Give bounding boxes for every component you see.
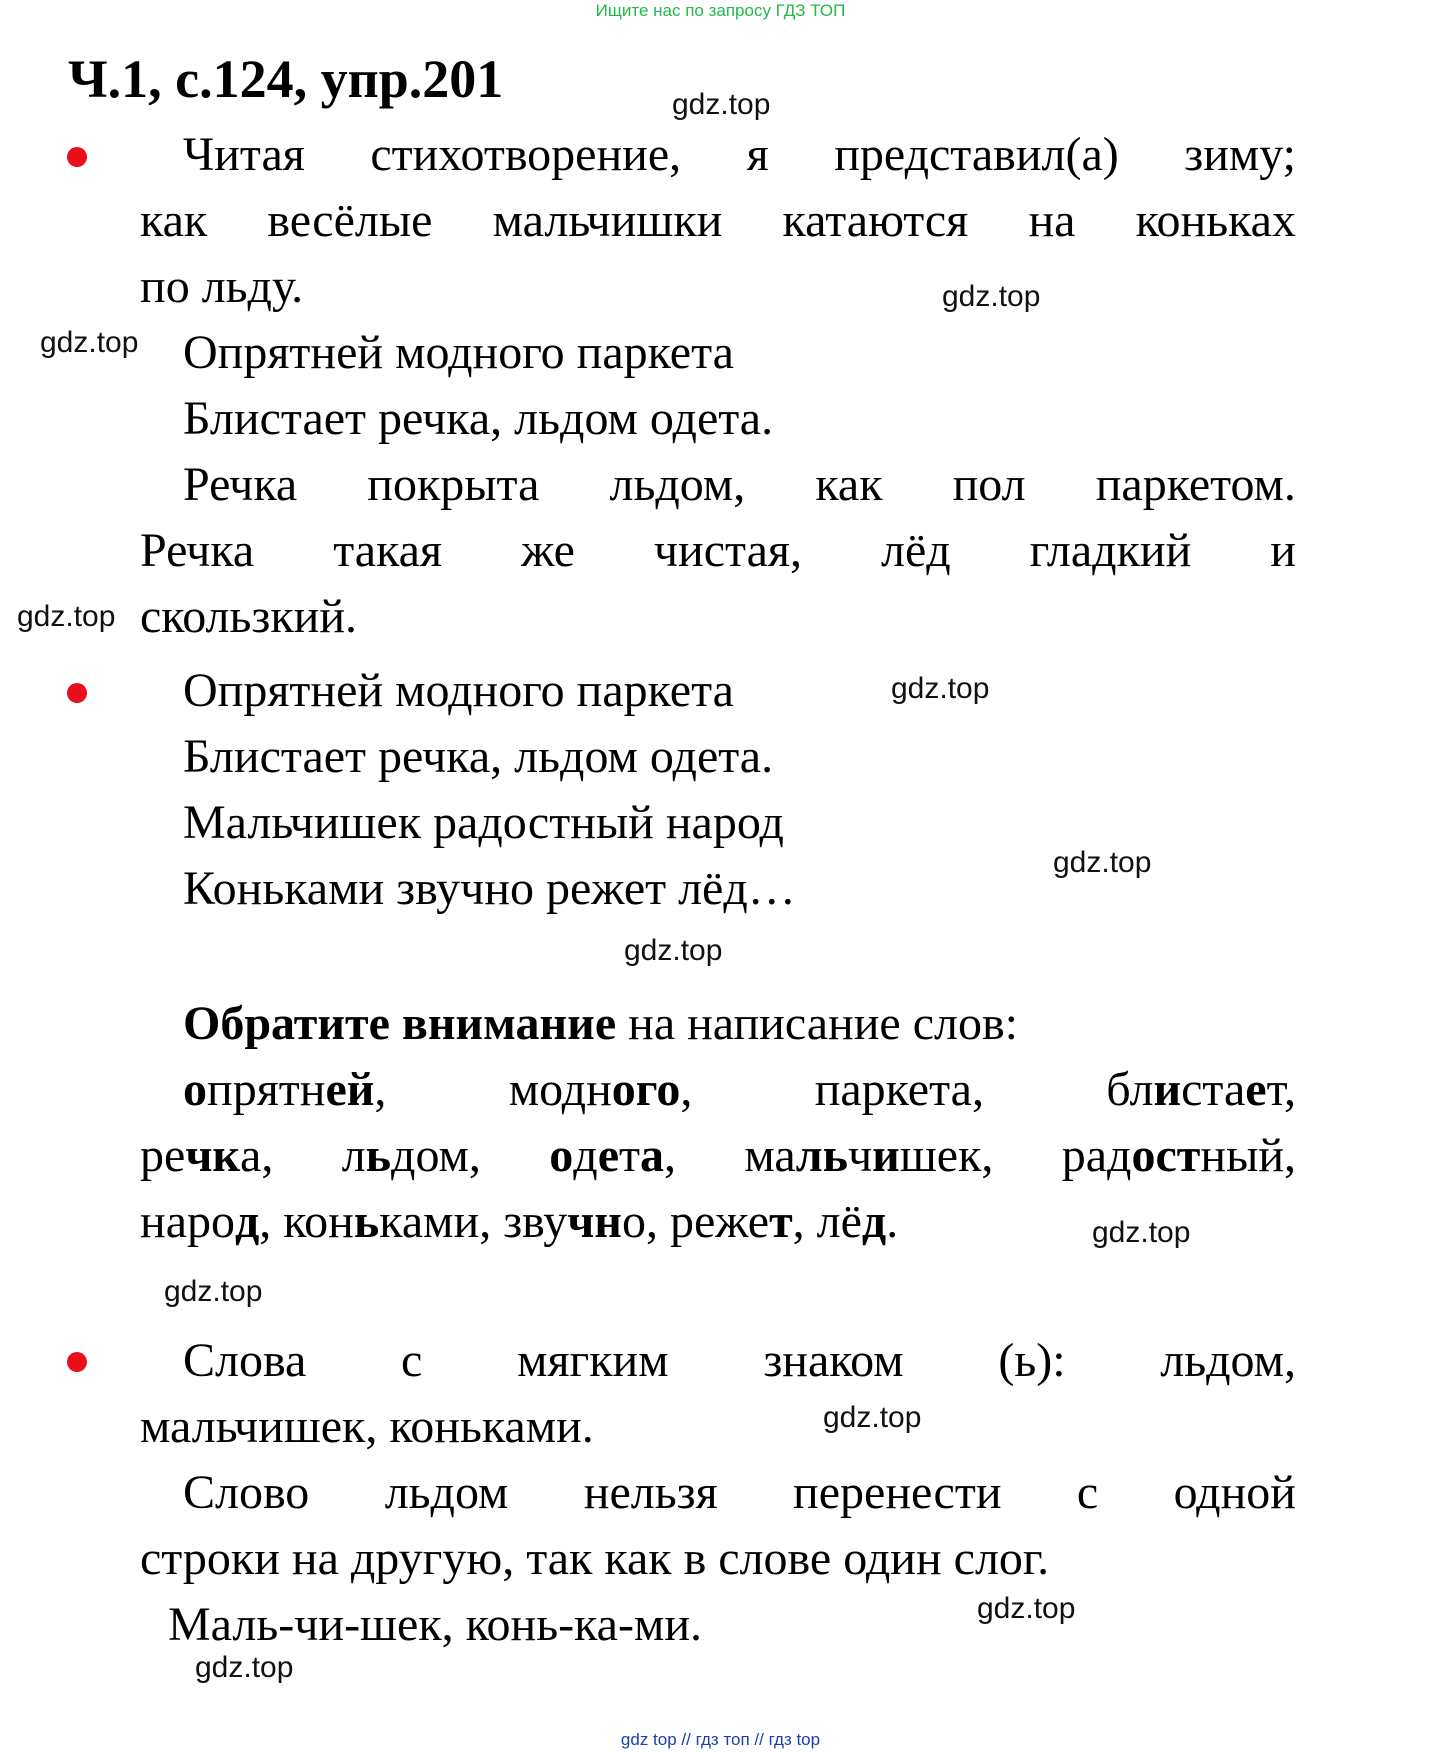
word: нельзя xyxy=(583,1466,718,1519)
text-fragment: а, xyxy=(240,1129,274,1182)
word xyxy=(183,1057,386,1123)
word: мягким xyxy=(517,1334,669,1387)
s1-expl-line3: скользкий. xyxy=(140,590,358,643)
highlighted-letters: ей xyxy=(325,1063,375,1116)
text-fragment: , xyxy=(680,1063,693,1116)
s3-line2: мальчишек, коньками. xyxy=(140,1400,594,1453)
word: чистая, xyxy=(653,524,802,577)
text-fragment: д xyxy=(573,1129,598,1182)
word: стихотворение, xyxy=(370,128,682,181)
attention-bold: Обратите внимание xyxy=(183,997,617,1050)
s3-line3 xyxy=(183,1460,1296,1526)
highlighted-letters: т xyxy=(769,1195,793,1248)
highlighted-letters: ого xyxy=(611,1063,681,1116)
top-banner[interactable]: Ищите нас по запросу ГДЗ ТОП xyxy=(595,1,846,20)
text-fragment: о, реже xyxy=(621,1195,770,1248)
word: льдом, xyxy=(609,458,746,511)
text-fragment: ма xyxy=(744,1129,796,1182)
s1-expl-line2 xyxy=(140,518,1296,584)
word: знаком xyxy=(763,1334,904,1387)
word: с xyxy=(401,1334,423,1387)
s1-expl-line1 xyxy=(183,452,1296,518)
s3-line1 xyxy=(183,1328,1296,1394)
watermark: gdz.top xyxy=(977,1592,1076,1625)
text-fragment: ный, xyxy=(1200,1129,1296,1182)
word: пол xyxy=(952,458,1026,511)
word xyxy=(815,1057,984,1123)
word xyxy=(549,1123,676,1189)
attention-line3 xyxy=(140,1189,898,1255)
attention-heading xyxy=(183,991,1018,1057)
s3-line4: строки на другую, так как в слове один слог. xyxy=(140,1532,1050,1585)
word: лёд xyxy=(880,524,951,577)
word: Слова xyxy=(183,1334,307,1387)
word: гладкий xyxy=(1029,524,1192,577)
text-fragment: паркета, xyxy=(814,1063,984,1116)
text-fragment: , кон xyxy=(259,1195,354,1248)
watermark: gdz.top xyxy=(891,672,990,705)
word: такая xyxy=(333,524,443,577)
word: покрыта xyxy=(367,458,540,511)
s1-line2 xyxy=(140,188,1296,254)
word xyxy=(1106,1057,1296,1123)
word xyxy=(509,1057,693,1123)
s2-poem-line3: Мальчишек радостный народ xyxy=(183,796,784,849)
highlighted-letters: о xyxy=(183,1063,207,1116)
page-title: Ч.1, с.124, упр.201 xyxy=(68,49,504,109)
s1-line3: по льду. xyxy=(140,260,304,313)
text-fragment: прятн xyxy=(207,1063,326,1116)
word: катаются xyxy=(782,194,969,247)
text-fragment: бл xyxy=(1106,1063,1154,1116)
text-fragment: шек, xyxy=(899,1129,994,1182)
highlighted-letters: и xyxy=(872,1129,900,1182)
attention-line1 xyxy=(183,1057,1296,1123)
text-fragment: т, xyxy=(1266,1063,1296,1116)
watermark: gdz.top xyxy=(17,600,116,633)
highlighted-letters: д xyxy=(861,1195,887,1248)
text-fragment: рад xyxy=(1061,1129,1132,1182)
watermark: gdz.top xyxy=(942,280,1041,313)
text-fragment: модн xyxy=(508,1063,612,1116)
word: одной xyxy=(1173,1466,1296,1519)
s2-poem-line4: Коньками звучно режет лёд… xyxy=(183,862,796,915)
bullet-2 xyxy=(67,683,87,703)
word: и xyxy=(1270,524,1296,577)
highlighted-letters: ль xyxy=(795,1129,849,1182)
word: представил(а) xyxy=(834,128,1119,181)
text-fragment: л xyxy=(341,1129,366,1182)
highlighted-letters: д xyxy=(235,1195,260,1248)
highlighted-letters: чн xyxy=(567,1195,622,1248)
watermark: gdz.top xyxy=(40,326,139,359)
highlighted-letters: а xyxy=(640,1129,664,1182)
text-fragment: т xyxy=(619,1129,640,1182)
word: (ь): xyxy=(998,1334,1066,1387)
watermark: gdz.top xyxy=(672,88,771,121)
attention-line2 xyxy=(140,1123,1296,1189)
highlighted-letters: ь xyxy=(353,1195,380,1248)
text-fragment: , xyxy=(664,1129,676,1182)
text-fragment: . xyxy=(886,1195,899,1248)
word: зиму; xyxy=(1184,128,1296,181)
text-fragment: дом, xyxy=(391,1129,481,1182)
s2-poem-line2: Блистает речка, льдом одета. xyxy=(183,730,774,783)
highlighted-letters: чк xyxy=(185,1129,241,1182)
word: же xyxy=(521,524,575,577)
text-fragment: ками, зву xyxy=(379,1195,568,1248)
watermark: gdz.top xyxy=(1092,1216,1191,1249)
word: как xyxy=(815,458,883,511)
word: весёлые xyxy=(267,194,433,247)
text-fragment: ре xyxy=(140,1129,186,1182)
highlighted-letters: е xyxy=(597,1129,620,1182)
bullet-1 xyxy=(67,147,87,167)
highlighted-letters: ь xyxy=(365,1129,392,1182)
watermark: gdz.top xyxy=(195,1651,294,1684)
text-fragment: ч xyxy=(848,1129,873,1182)
word: с xyxy=(1076,1466,1099,1519)
word: Речка xyxy=(183,458,298,511)
watermark: gdz.top xyxy=(1053,846,1152,879)
highlighted-letters: о xyxy=(549,1129,574,1182)
s3-line5: Маль-чи-шек, конь-ка-ми. xyxy=(168,1598,703,1651)
word: на xyxy=(1028,194,1076,247)
bottom-banner[interactable]: gdz top // гдз топ // гдз top xyxy=(620,1730,821,1749)
s1-poem-line2: Блистает речка, льдом одета. xyxy=(183,392,774,445)
watermark: gdz.top xyxy=(823,1401,922,1434)
word: коньках xyxy=(1135,194,1296,247)
word: мальчишки xyxy=(492,194,723,247)
word xyxy=(140,1123,273,1189)
text-fragment: ста xyxy=(1181,1063,1246,1116)
word: как xyxy=(140,194,208,247)
word: Читая xyxy=(183,128,305,181)
bullet-3 xyxy=(67,1352,87,1372)
word: паркетом. xyxy=(1095,458,1296,511)
watermark: gdz.top xyxy=(624,934,723,967)
text-fragment: , xyxy=(374,1063,387,1116)
text-fragment: , лё xyxy=(792,1195,862,1248)
word: Речка xyxy=(140,524,255,577)
text-fragment: наро xyxy=(140,1195,235,1248)
word: я xyxy=(746,128,769,181)
highlighted-letters: ост xyxy=(1131,1129,1201,1182)
highlighted-letters: и xyxy=(1153,1063,1182,1116)
word: льдом, xyxy=(1160,1334,1296,1387)
s1-poem-line1: Опрятней модного паркета xyxy=(183,326,734,379)
s1-line1 xyxy=(183,122,1296,188)
watermark: gdz.top xyxy=(164,1275,263,1308)
highlighted-letters: е xyxy=(1245,1063,1267,1116)
word: льдом xyxy=(384,1466,509,1519)
attention-rest: на написание слов: xyxy=(616,997,1018,1050)
word xyxy=(1062,1123,1296,1189)
s2-poem-line1: Опрятней модного паркета xyxy=(183,664,734,717)
word xyxy=(744,1123,993,1189)
word xyxy=(342,1123,481,1189)
word: Слово xyxy=(183,1466,310,1519)
word: перенести xyxy=(793,1466,1002,1519)
